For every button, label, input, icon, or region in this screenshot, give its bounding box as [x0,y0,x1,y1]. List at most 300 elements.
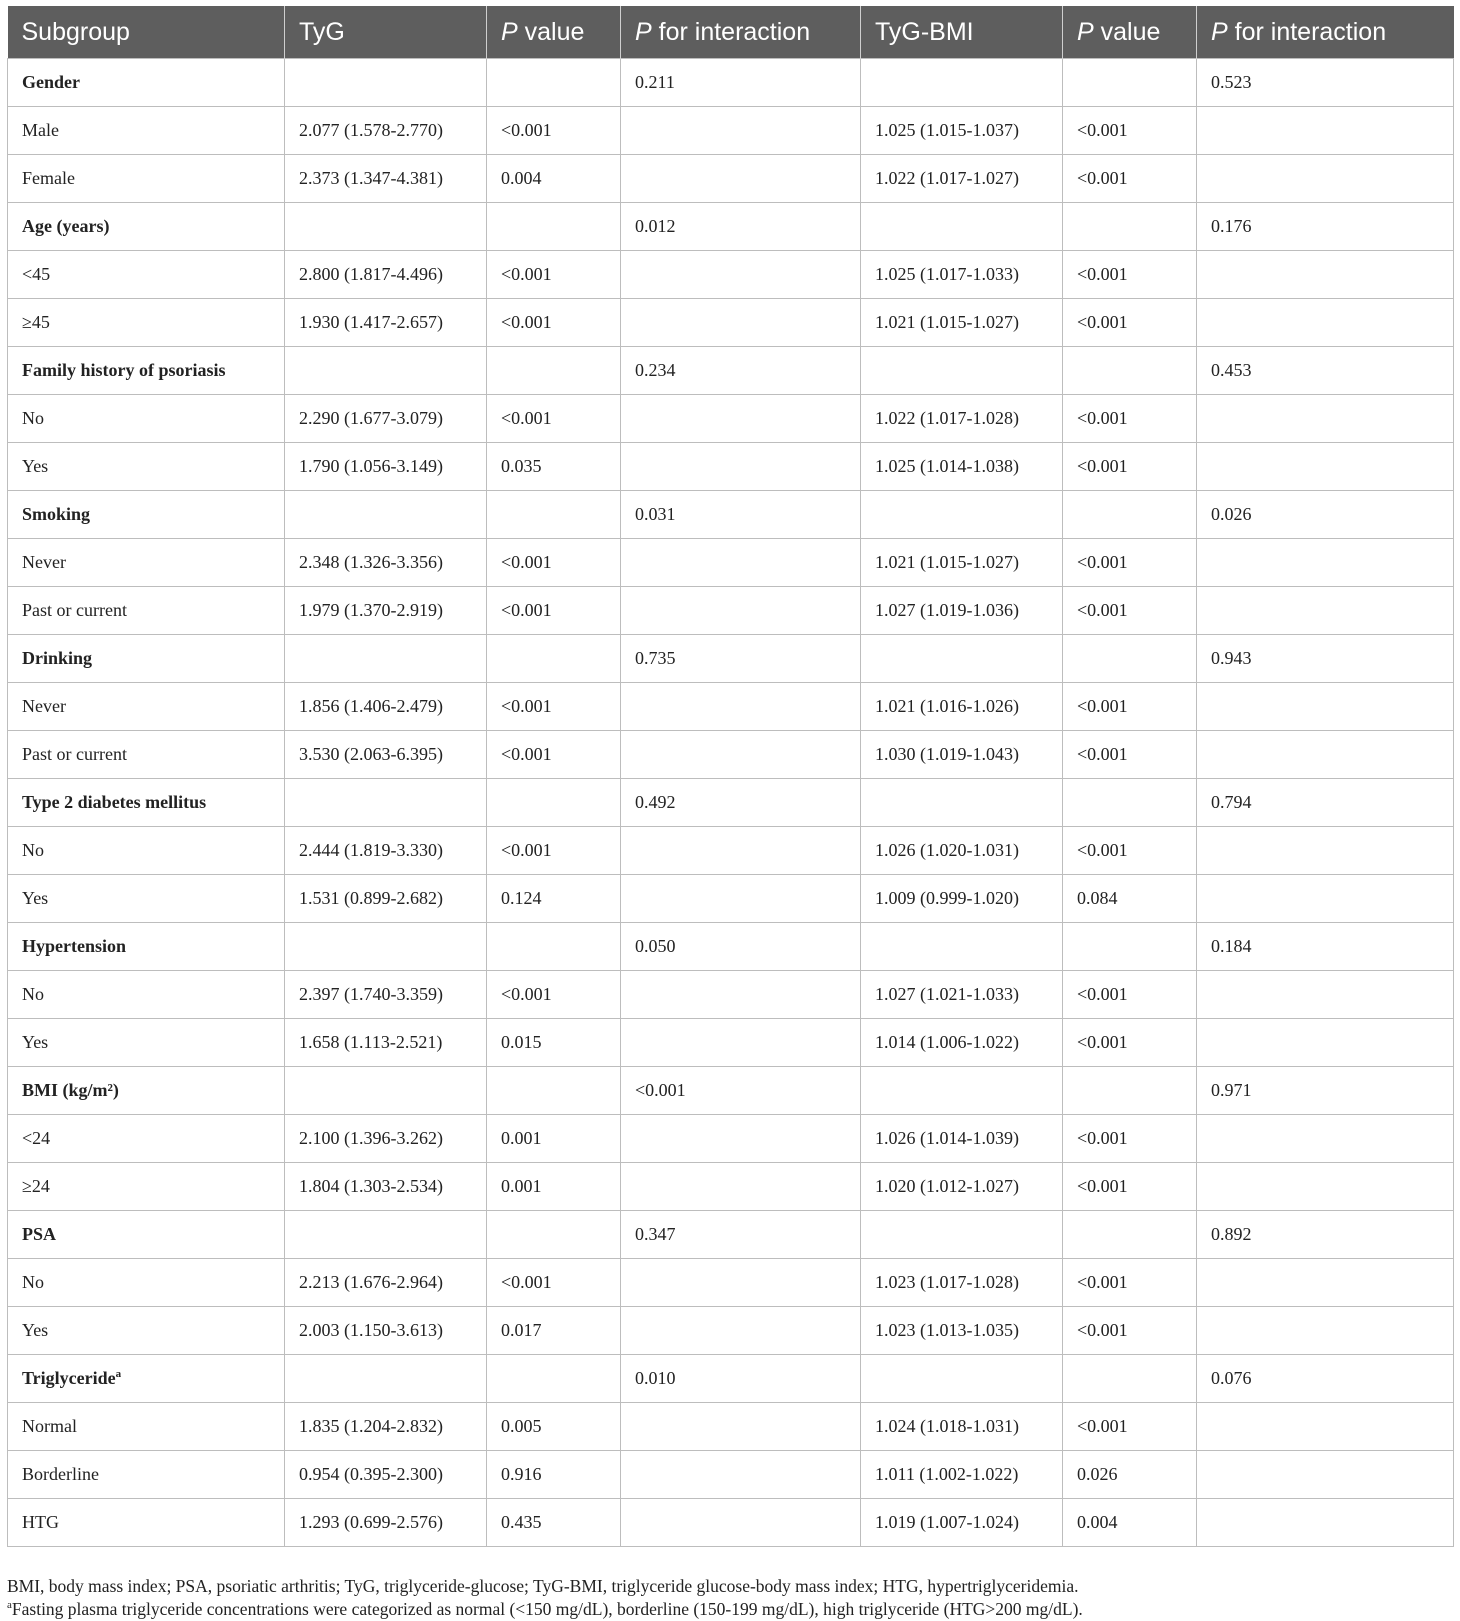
cell-text: <0.001 [501,696,552,716]
table-cell [621,587,861,635]
table-cell [861,875,1063,923]
table-cell [285,683,487,731]
table-cell [1197,971,1454,1019]
table-cell [861,1451,1063,1499]
cell-text: 1.014 (1.006-1.022) [875,1032,1019,1052]
table-cell [285,443,487,491]
table-row [8,1499,1454,1547]
table-cell [8,1211,285,1259]
table-cell [285,1211,487,1259]
table-row [8,827,1454,875]
cell-text: 1.856 (1.406-2.479) [299,696,443,716]
table-cell [1063,1163,1197,1211]
cell-text: 0.004 [501,168,542,188]
table-cell [487,731,621,779]
cell-text: 1.293 (0.699-2.576) [299,1512,443,1532]
table-cell [8,1259,285,1307]
table-cell [861,251,1063,299]
table-cell [1063,107,1197,155]
table-cell [487,1115,621,1163]
table-cell [8,1115,285,1163]
cell-text: Past or current [22,744,127,764]
table-cell [621,491,861,539]
table-cell [621,923,861,971]
table-cell [487,443,621,491]
table-cell [861,1163,1063,1211]
table-cell [1197,827,1454,875]
table-cell [285,1451,487,1499]
table-cell [285,1259,487,1307]
cell-text: Drinking [22,648,93,668]
table-cell [621,1163,861,1211]
cell-text: 0.971 [1211,1080,1252,1100]
table-cell [621,683,861,731]
cell-text: 0.001 [501,1176,542,1196]
cell-text: Never [22,552,66,572]
cell-text: <0.001 [501,600,552,620]
table-cell [8,59,285,107]
header-tyg-bmi: TyG-BMI [861,6,1063,59]
table-cell [861,107,1063,155]
header-tyg-p-value: P value [487,6,621,59]
table-cell [861,443,1063,491]
cell-text: 2.373 (1.347-4.381) [299,168,443,188]
table-cell [1063,1067,1197,1115]
table-cell [487,1403,621,1451]
cell-text: 0.004 [1077,1512,1118,1532]
table-cell [487,779,621,827]
table-cell [487,395,621,443]
cell-text: 0.084 [1077,888,1118,908]
cell-text: 0.211 [635,72,675,92]
table-cell [1063,347,1197,395]
table-cell [1063,203,1197,251]
table-cell [1197,1019,1454,1067]
table-row [8,683,1454,731]
table-cell [621,1259,861,1307]
cell-text: ≥24 [22,1176,50,1196]
table-cell [1063,155,1197,203]
cell-text: 1.024 (1.018-1.031) [875,1416,1019,1436]
cell-text: Female [22,168,75,188]
cell-text: No [22,984,44,1004]
cell-text: Past or current [22,600,127,620]
table-cell [621,107,861,155]
table-cell [285,1307,487,1355]
table-cell [621,779,861,827]
table-cell [285,491,487,539]
cell-text: 0.050 [635,936,676,956]
table-cell [285,107,487,155]
cell-text: 1.026 (1.020-1.031) [875,840,1019,860]
footnote-marker: a [7,1599,12,1612]
table-cell [621,1067,861,1115]
table-cell [861,299,1063,347]
table-cell [487,203,621,251]
cell-text: BMI (kg/m²) [22,1080,119,1100]
cell-text: Yes [22,456,49,476]
cell-text: 2.003 (1.150-3.613) [299,1320,443,1340]
table-cell [621,539,861,587]
table-cell [861,683,1063,731]
cell-text: Male [22,120,59,140]
cell-text: 0.026 [1077,1464,1118,1484]
table-cell [487,827,621,875]
table-cell [621,827,861,875]
table-cell [1197,1451,1454,1499]
cell-text: <0.001 [1077,840,1128,860]
table-group-row [8,347,1454,395]
table-cell [1197,1067,1454,1115]
table-cell [1197,1163,1454,1211]
header-tyg-bmi-p-interaction-text: for interaction [1234,17,1387,46]
table-cell [8,251,285,299]
table-cell [621,347,861,395]
table-cell [487,1211,621,1259]
table-cell [861,1355,1063,1403]
cell-text: 1.979 (1.370-2.919) [299,600,443,620]
table-cell [621,1451,861,1499]
table-cell [1063,587,1197,635]
table-cell [861,491,1063,539]
table-row [8,107,1454,155]
table-cell [487,299,621,347]
table-cell [861,587,1063,635]
table-group-row [8,59,1454,107]
table-cell [1197,731,1454,779]
cell-text: <0.001 [1077,120,1128,140]
cell-text: 2.100 (1.396-3.262) [299,1128,443,1148]
table-row [8,299,1454,347]
cell-text: 1.025 (1.017-1.033) [875,264,1019,284]
table-cell [1197,155,1454,203]
table-cell [8,1067,285,1115]
table-cell [621,299,861,347]
table-cell [1063,1115,1197,1163]
cell-text: 0.005 [501,1416,542,1436]
table-cell [861,1115,1063,1163]
cell-text: 1.025 (1.014-1.038) [875,456,1019,476]
table-cell [861,731,1063,779]
table-cell [8,107,285,155]
cell-text: Triglyceride [22,1368,116,1388]
cell-text: Hypertension [22,936,127,956]
cell-text: 0.916 [501,1464,542,1484]
table-cell [285,395,487,443]
table-cell [621,731,861,779]
cell-text: <0.001 [1077,552,1128,572]
cell-text: 0.735 [635,648,676,668]
table-cell [1063,1211,1197,1259]
table-cell [487,683,621,731]
table-cell [285,971,487,1019]
cell-text: 0.026 [1211,504,1252,524]
cell-text: No [22,1272,44,1292]
footnote-text: Fasting plasma triglyceride concentrations were categorized as normal (<150 mg/dL), borderline (150-199 mg/dL), high triglyceride (HTG>200 mg/dL). [11,1599,1083,1619]
table-cell [285,827,487,875]
table-cell [8,731,285,779]
table-cell [285,1115,487,1163]
table-cell [487,107,621,155]
cell-text: <0.001 [1077,456,1128,476]
table-cell [1197,779,1454,827]
results-table-container [7,6,1453,1547]
table-group-row [8,923,1454,971]
cell-text: 1.030 (1.019-1.043) [875,744,1019,764]
table-cell [8,779,285,827]
header-tyg-bmi-p-value-text: value [1100,17,1161,46]
table-cell [285,731,487,779]
table-cell [487,251,621,299]
table-cell [621,1499,861,1547]
cell-text: 0.347 [635,1224,676,1244]
table-cell [621,443,861,491]
table-cell [285,635,487,683]
table-cell [1197,491,1454,539]
cell-text: <0.001 [1077,744,1128,764]
header-tyg-bmi-p-interaction: P for interaction [1197,6,1454,59]
cell-text: 0.035 [501,456,542,476]
table-cell [621,395,861,443]
cell-text: 0.492 [635,792,676,812]
table-cell [861,203,1063,251]
table-cell [285,59,487,107]
table-cell [861,635,1063,683]
cell-text: 1.658 (1.113-2.521) [299,1032,443,1052]
table-group-row [8,635,1454,683]
cell-text: 2.213 (1.676-2.964) [299,1272,443,1292]
table-cell [861,1499,1063,1547]
table-cell [8,203,285,251]
cell-text: <0.001 [1077,1032,1128,1052]
cell-text: <0.001 [501,744,552,764]
table-cell [621,875,861,923]
table-cell [621,971,861,1019]
cell-text: <0.001 [1077,600,1128,620]
cell-text: 1.020 (1.012-1.027) [875,1176,1019,1196]
table-cell [621,1307,861,1355]
cell-text: <0.001 [501,408,552,428]
table-cell [285,1499,487,1547]
cell-text: HTG [22,1512,59,1532]
cell-text: <0.001 [1077,1272,1128,1292]
cell-text: 1.930 (1.417-2.657) [299,312,443,332]
table-cell [1197,443,1454,491]
cell-text: 0.234 [635,360,676,380]
cell-text: 2.800 (1.817-4.496) [299,264,443,284]
table-cell [285,155,487,203]
footnote-a [7,1598,1453,1621]
table-cell [8,635,285,683]
table-header-row [8,6,1454,59]
table-row [8,1115,1454,1163]
table-cell [487,1307,621,1355]
cell-text: Smoking [22,504,91,524]
cell-text: 2.397 (1.740-3.359) [299,984,443,1004]
table-cell [1063,1451,1197,1499]
cell-text: Family history of psoriasis [22,360,226,380]
cell-text: 2.290 (1.677-3.079) [299,408,443,428]
cell-text: Gender [22,72,80,92]
table-notes [7,1575,1453,1621]
table-row [8,1403,1454,1451]
table-cell [1197,347,1454,395]
cell-text: 1.027 (1.019-1.036) [875,600,1019,620]
table-cell [285,587,487,635]
cell-text: <0.001 [1077,1320,1128,1340]
cell-text: Yes [22,1032,49,1052]
table-cell [1063,827,1197,875]
table-group-row [8,491,1454,539]
table-cell [8,827,285,875]
table-cell [487,155,621,203]
table-cell [1197,107,1454,155]
table-cell [861,1067,1063,1115]
table-cell [621,1211,861,1259]
table-cell [1063,635,1197,683]
header-subgroup: Subgroup [8,6,285,59]
table-cell [861,1307,1063,1355]
table-cell [1197,203,1454,251]
table-cell [8,1451,285,1499]
table-cell [621,1355,861,1403]
table-row [8,1451,1454,1499]
cell-text: 1.009 (0.999-1.020) [875,888,1019,908]
table-cell [1063,539,1197,587]
table-cell [8,1307,285,1355]
table-cell [1063,1403,1197,1451]
table-cell [1197,1211,1454,1259]
cell-text: 1.021 (1.015-1.027) [875,552,1019,572]
table-cell [1063,1019,1197,1067]
cell-text: <0.001 [1077,1128,1128,1148]
table-cell [8,875,285,923]
table-cell [1197,251,1454,299]
table-cell [1197,875,1454,923]
table-cell [1063,1259,1197,1307]
table-cell [1063,923,1197,971]
cell-text: 0.892 [1211,1224,1252,1244]
table-row [8,1163,1454,1211]
cell-text: 2.348 (1.326-3.356) [299,552,443,572]
table-row [8,971,1454,1019]
table-cell [8,155,285,203]
cell-text: 0.001 [501,1128,542,1148]
table-cell [285,1355,487,1403]
table-cell [487,1163,621,1211]
table-cell [1063,395,1197,443]
table-group-row [8,203,1454,251]
cell-text: <0.001 [501,984,552,1004]
table-cell [487,1067,621,1115]
table-cell [1063,1499,1197,1547]
cell-text: Age (years) [22,216,110,236]
table-group-row [8,1355,1454,1403]
table-cell [487,539,621,587]
cell-text: 1.023 (1.013-1.035) [875,1320,1019,1340]
table-cell [487,635,621,683]
table-cell [285,203,487,251]
cell-text: 1.026 (1.014-1.039) [875,1128,1019,1148]
table-cell [621,1115,861,1163]
cell-text: 0.031 [635,504,676,524]
table-cell [487,875,621,923]
header-tyg-p-interaction: P for interaction [621,6,861,59]
table-row [8,1259,1454,1307]
subgroup-table [7,6,1454,1547]
table-cell [1063,1307,1197,1355]
table-cell [1197,1403,1454,1451]
table-cell [8,347,285,395]
cell-text: <0.001 [501,1272,552,1292]
table-row [8,395,1454,443]
table-cell [1063,779,1197,827]
cell-text: 1.011 (1.002-1.022) [875,1464,1019,1484]
table-cell [285,1019,487,1067]
table-cell [8,299,285,347]
cell-text: Yes [22,888,49,908]
table-cell [8,1499,285,1547]
table-cell [487,1499,621,1547]
table-cell [1197,1307,1454,1355]
cell-text: PSA [22,1224,57,1244]
table-cell [8,587,285,635]
cell-text: 2.444 (1.819-3.330) [299,840,443,860]
cell-text: 1.804 (1.303-2.534) [299,1176,443,1196]
table-cell [621,59,861,107]
cell-text: 3.530 (2.063-6.395) [299,744,443,764]
table-cell [487,1355,621,1403]
table-body [8,59,1454,1547]
table-cell [8,971,285,1019]
cell-text: <0.001 [1077,264,1128,284]
table-cell [861,779,1063,827]
table-cell [285,1067,487,1115]
table-cell [1197,539,1454,587]
cell-text: 0.012 [635,216,676,236]
table-cell [487,491,621,539]
table-row [8,587,1454,635]
table-cell [8,683,285,731]
table-cell [487,1451,621,1499]
cell-text: <0.001 [501,120,552,140]
table-cell [1197,1355,1454,1403]
cell-text: 0.943 [1211,648,1252,668]
table-cell [861,1259,1063,1307]
table-cell [621,203,861,251]
header-tyg: TyG [285,6,487,59]
cell-text: 1.021 (1.015-1.027) [875,312,1019,332]
cell-text: 0.017 [501,1320,542,1340]
table-row [8,1307,1454,1355]
cell-text: 0.794 [1211,792,1252,812]
header-tyg-bmi-p-value: P value [1063,6,1197,59]
table-row [8,443,1454,491]
table-cell [487,347,621,395]
table-cell [285,251,487,299]
cell-text: 1.021 (1.016-1.026) [875,696,1019,716]
table-cell [1063,731,1197,779]
table-cell [861,347,1063,395]
table-cell [861,155,1063,203]
cell-text: <0.001 [635,1080,686,1100]
cell-text: <0.001 [1077,696,1128,716]
cell-text: 2.077 (1.578-2.770) [299,120,443,140]
table-cell [1197,395,1454,443]
cell-text: Normal [22,1416,77,1436]
cell-text: <0.001 [1077,984,1128,1004]
table-cell [1197,1115,1454,1163]
